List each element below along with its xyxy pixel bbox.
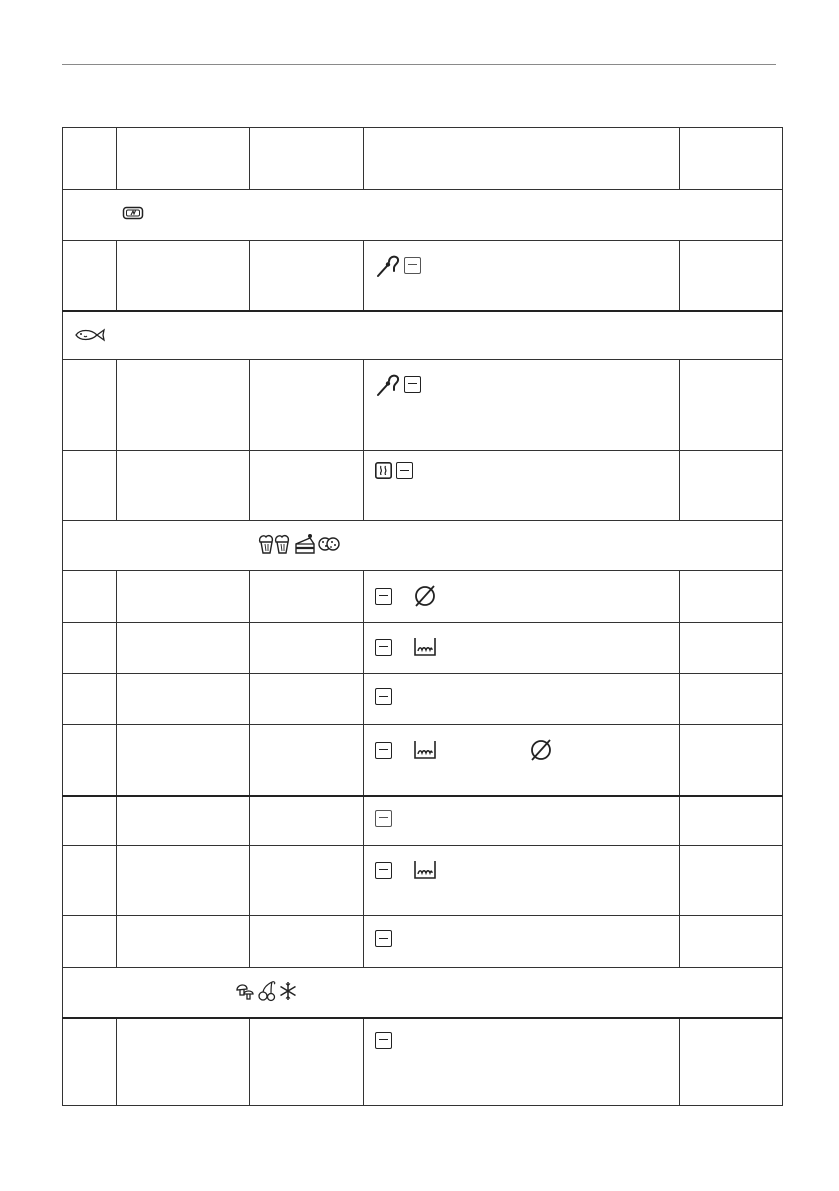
steam-box-icon (375, 462, 392, 479)
diameter-icon (529, 738, 553, 762)
table-cell (63, 360, 117, 451)
table-row (63, 725, 783, 796)
table-cell (117, 451, 250, 521)
table-cell (250, 674, 364, 725)
table-header-row (63, 128, 783, 190)
core-probe-icon (375, 371, 401, 397)
header-cell-3 (250, 128, 364, 190)
table-cell (680, 1018, 783, 1106)
section-header-cell (63, 521, 783, 571)
table-row (63, 451, 783, 521)
table-cell (680, 623, 783, 674)
table-cell-settings (364, 451, 680, 521)
table-row (63, 623, 783, 674)
settings-table (62, 127, 783, 1106)
table-cell (117, 725, 250, 796)
mushroom-icon (235, 981, 255, 1001)
table-cell (117, 1018, 250, 1106)
table-cell (117, 571, 250, 623)
table-cell (250, 571, 364, 623)
table-cell (250, 846, 364, 916)
table-cell (250, 451, 364, 521)
table-cell-settings (364, 571, 680, 623)
table-cell (680, 571, 783, 623)
section-header-cell (63, 968, 783, 1018)
table-cell (63, 241, 117, 311)
table-cell (680, 360, 783, 451)
bottom-heat-box-icon (375, 742, 392, 759)
table-cell (117, 796, 250, 846)
table-row (63, 796, 783, 846)
header-cell-2 (117, 128, 250, 190)
bottom-heat-box-icon (375, 1032, 392, 1049)
table-cell (117, 360, 250, 451)
table-cell (117, 623, 250, 674)
table-cell-settings (364, 796, 680, 846)
table-cell (250, 623, 364, 674)
table-cell (680, 674, 783, 725)
bottom-heat-box-icon (375, 588, 392, 605)
fish-icon (74, 328, 106, 342)
bottom-heat-box-icon (404, 257, 421, 274)
table-cell-settings (364, 846, 680, 916)
baking-tray-icon (413, 860, 437, 880)
table-row (63, 846, 783, 916)
table-row (63, 1018, 783, 1106)
table-cell (63, 796, 117, 846)
core-probe-icon (375, 252, 401, 278)
table-cell-settings (364, 725, 680, 796)
section-header-row (63, 190, 783, 241)
table-cell-settings (364, 674, 680, 725)
table-cell (680, 725, 783, 796)
table-cell (250, 1018, 364, 1106)
section-header-cell (63, 190, 783, 241)
table-row (63, 916, 783, 968)
table-cell (63, 916, 117, 968)
table-row (63, 674, 783, 725)
section-header-cell (63, 311, 783, 360)
snowflake-icon (279, 981, 297, 1001)
table-cell-settings (364, 1018, 680, 1106)
section-header-row (63, 521, 783, 571)
table-cell (63, 846, 117, 916)
header-cell-5 (680, 128, 783, 190)
muffin-icon (258, 533, 292, 555)
table-cell (63, 725, 117, 796)
bottom-heat-box-icon (375, 930, 392, 947)
baking-tray-icon (413, 740, 437, 760)
table-cell (63, 674, 117, 725)
table-cell (250, 725, 364, 796)
cherries-icon (257, 980, 277, 1002)
table-cell (250, 916, 364, 968)
header-cell-1 (63, 128, 117, 190)
table-cell (680, 846, 783, 916)
table-cell (117, 846, 250, 916)
table-cell-settings (364, 360, 680, 451)
table-cell-settings (364, 241, 680, 311)
table-cell (117, 674, 250, 725)
table-cell (250, 360, 364, 451)
table-cell (250, 241, 364, 311)
bottom-heat-box-icon (375, 639, 392, 656)
cookies-icon (318, 535, 340, 553)
bottom-heat-box-icon (396, 462, 413, 479)
table-cell (680, 451, 783, 521)
header-cell-4 (364, 128, 680, 190)
table-cell (117, 916, 250, 968)
table-row (63, 241, 783, 311)
section-header-row (63, 311, 783, 360)
table-cell (63, 1018, 117, 1106)
table-cell (63, 571, 117, 623)
table-cell (250, 796, 364, 846)
bottom-heat-box-icon (375, 688, 392, 705)
cake-slice-icon (294, 533, 316, 555)
table-cell (680, 241, 783, 311)
steam-gauge-icon (122, 206, 144, 220)
table-row (63, 360, 783, 451)
table-cell (117, 241, 250, 311)
table-cell (63, 623, 117, 674)
bottom-heat-box-icon (375, 862, 392, 879)
table-cell-settings (364, 623, 680, 674)
table-row (63, 571, 783, 623)
table-cell (680, 916, 783, 968)
top-rule (62, 64, 776, 65)
table-cell-settings (364, 916, 680, 968)
table-cell (680, 796, 783, 846)
bottom-heat-box-icon (375, 810, 392, 827)
baking-tray-icon (413, 637, 437, 657)
section-header-row (63, 968, 783, 1018)
table-cell (63, 451, 117, 521)
diameter-icon (413, 584, 437, 608)
bottom-heat-box-icon (404, 376, 421, 393)
